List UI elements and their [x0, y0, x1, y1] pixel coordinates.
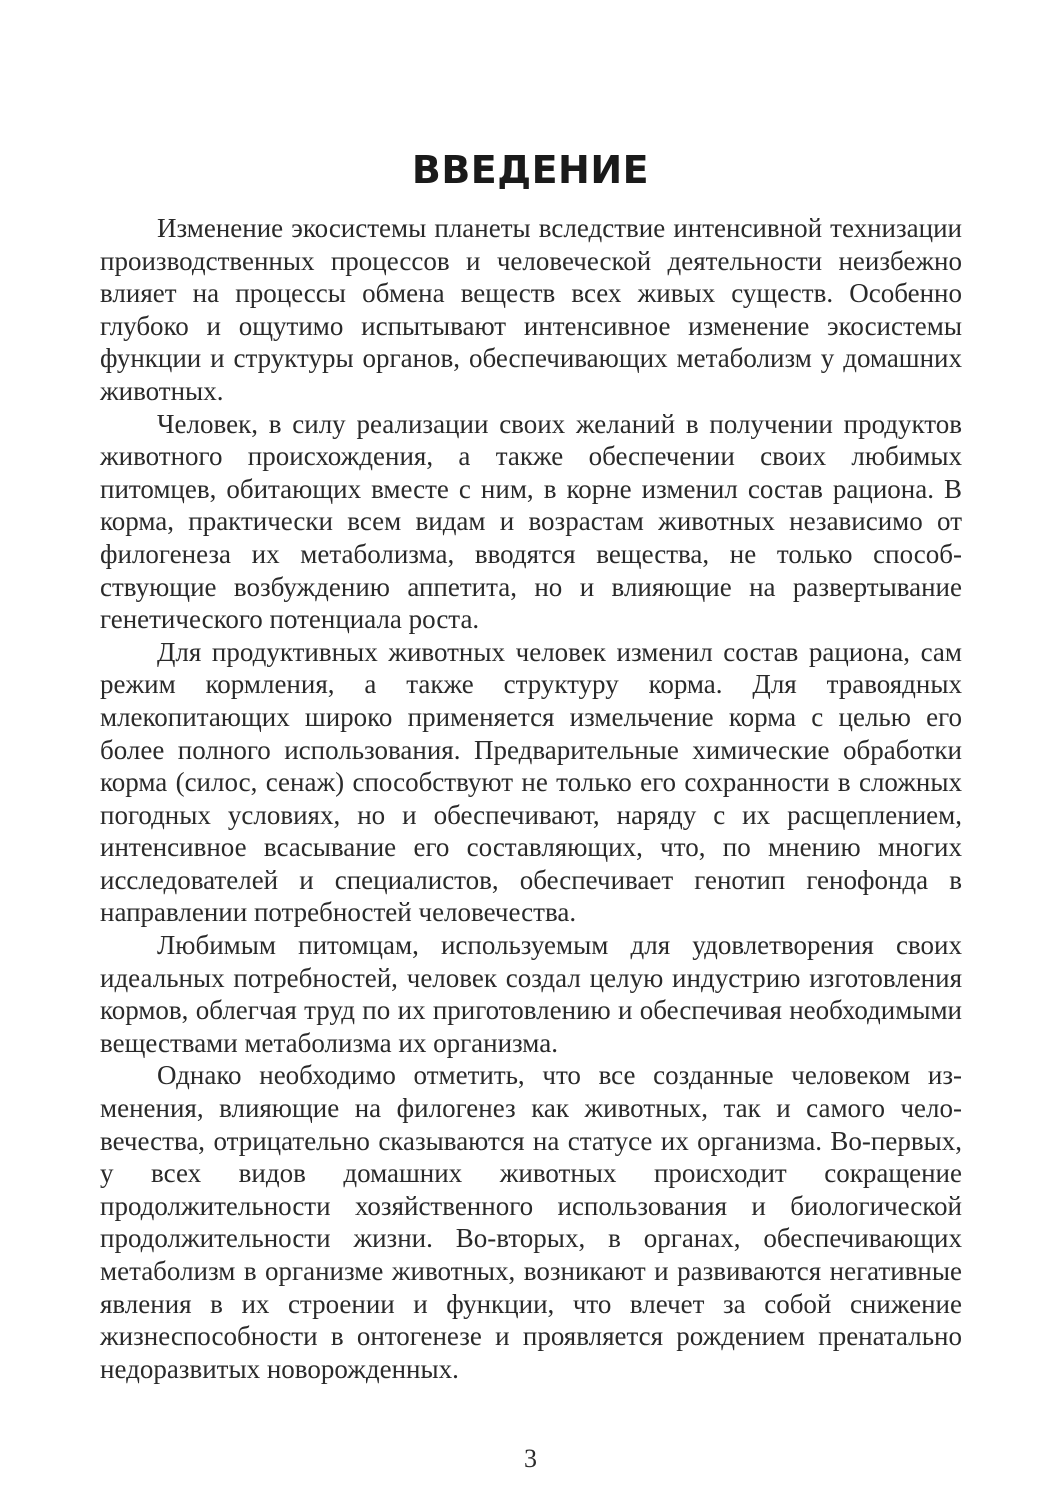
paragraph: Однако необходимо отметить, что все созданные человеком изменения, влияющие на филогенез как животных, так и самого человечества, отрицательно сказываются на статусе их организма. Во-первых, у всех видов домашних животных происходит сокращение продолжительности хозяйственного использования и биологической продолжительности жизни. Во-вторых, в органах, обеспечивающих метаболизм в организме животных, возникают и развиваются негативные явления в их строении и функции, что влечет за собой снижение жизнеспособности в онтогенезе и проявляется рождением пренатально недоразвитых новорожденных. — [100, 1060, 962, 1384]
paragraph: Любимым питомцам, используемым для удовлетворения своих идеальных потребностей, человек создал целую индустрию изготовления кормов, облегчая труд по их приготовлению и обеспечивая необходимыми веществами метаболизма их организма. — [100, 930, 962, 1058]
page-number: 3 — [524, 1444, 537, 1473]
paragraph: Изменение экосистемы планеты вследствие интенсивной технизации производственных процессов и человеческой деятельности неизбежно влияет на процессы обмена веществ всех живых существ. Особенно глубоко и ощутимо испытывают интенсивное изменение экосистемы функции и структуры органов, обеспечивающих метаболизм у домашних животных. — [100, 213, 962, 406]
paragraph: Для продуктивных животных человек изменил состав рациона, сам режим кормления, а также структуру корма. Для травоядных млекопитающих широко применяется измельчение корма с целью его более полного использования. Предварительные химические обработки корма (силос, сенаж) способствуют не только его сохранности в сложных погодных условиях, но и обеспечивают, наряду с их расщеплением, интенсивное всасывание его составляющих, что, по мнению многих исследователей и специалистов, обеспечивает генотип генофонда в направлении потребностей человечества. — [100, 636, 962, 928]
paragraph: Человек, в силу реализации своих желаний в получении продуктов животного происхождения, а также обеспечении своих любимых питомцев, обитающих вместе с ним, в корне изменил состав рациона. В корма, практически всем видам и возрастам животных независимо от филогенеза их метаболизма, вводятся вещества, не только способствующие возбуждению аппетита, но и влияющие на развертывание генетического потенциала роста. — [100, 408, 962, 635]
body-text — [100, 212, 962, 1385]
page-title: ВВЕДЕНИЕ — [411, 148, 650, 192]
